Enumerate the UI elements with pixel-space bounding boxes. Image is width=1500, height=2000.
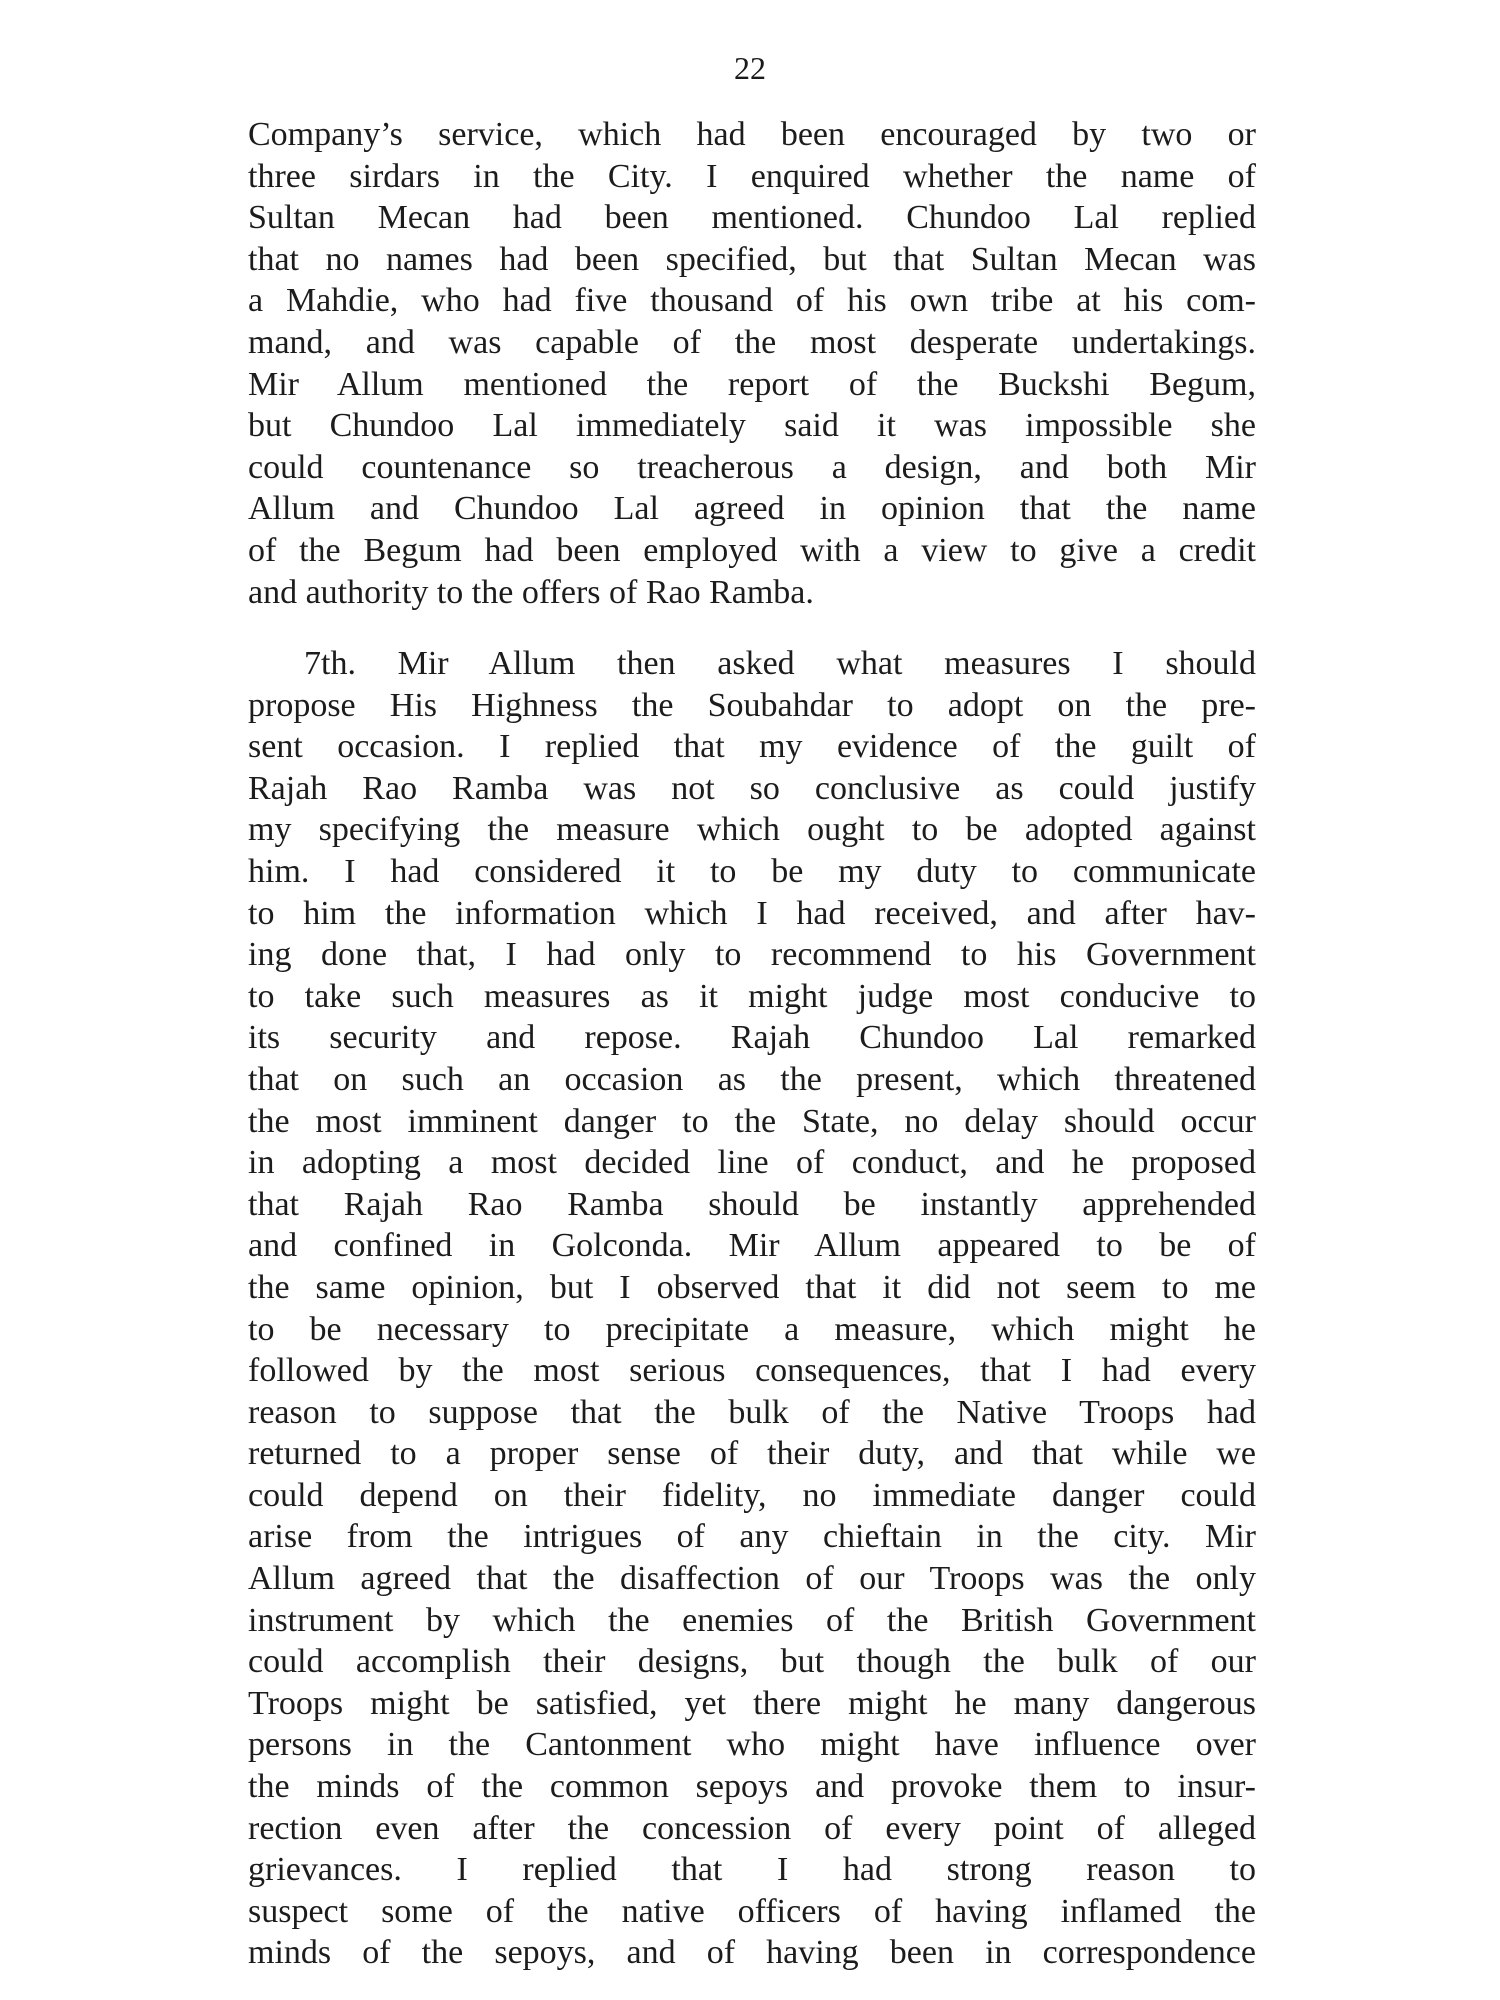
- text-line: Company’s service, which had been encouraged by two or: [248, 116, 1256, 153]
- text-line: in adopting a most decided line of conduct, and he proposed: [248, 1144, 1256, 1182]
- text-line: and confined in Golconda. Mir Allum appeared to be of: [248, 1227, 1256, 1265]
- text-line: that on such an occasion as the present, which threatened: [248, 1060, 1256, 1098]
- text-line: minds of the sepoys, and of having been in correspondence: [248, 1934, 1256, 1972]
- text-line: instrument by which the enemies of the British Government: [248, 1601, 1256, 1639]
- text-line: reason to suppose that the bulk of the Native Troops had: [248, 1393, 1256, 1431]
- text-line: rection even after the concession of every point of alleged: [248, 1809, 1256, 1847]
- text-line: Rajah Rao Ramba was not so conclusive as could justify: [248, 769, 1256, 807]
- text-line: three sirdars in the City. I enquired whether the name of: [248, 157, 1256, 195]
- page-number: 22: [734, 50, 766, 86]
- text-line: Allum and Chundoo Lal agreed in opinion that the name: [248, 490, 1256, 528]
- text-line: the most imminent danger to the State, no delay should occur: [248, 1102, 1256, 1140]
- paragraph-2: [248, 643, 1256, 1974]
- text-line: to take such measures as it might judge most conducive to: [248, 977, 1256, 1015]
- text-line: could accomplish their designs, but though the bulk of our: [248, 1643, 1256, 1681]
- text-line: the same opinion, but I observed that it did not seem to me: [248, 1268, 1256, 1306]
- text-line: persons in the Cantonment who might have influence over: [248, 1726, 1256, 1764]
- text-line: Allum agreed that the disaffection of our Troops was the only: [248, 1560, 1256, 1598]
- text-line: its security and repose. Rajah Chundoo Lal remarked: [248, 1019, 1256, 1057]
- text-line: my specifying the measure which ought to be adopted against: [248, 811, 1256, 849]
- text-line: to him the information which I had received, and after hav-: [248, 894, 1256, 932]
- text-line: him. I had considered it to be my duty to communicate: [248, 852, 1256, 890]
- text-line: could depend on their fidelity, no immediate danger could: [248, 1476, 1256, 1514]
- text-line: to be necessary to precipitate a measure, which might he: [248, 1310, 1256, 1348]
- text-line: propose His Highness the Soubahdar to adopt on the pre-: [248, 686, 1256, 724]
- text-line: mand, and was capable of the most desperate undertakings.: [248, 323, 1256, 361]
- text-line: returned to a proper sense of their duty, and that while we: [248, 1435, 1256, 1473]
- text-line: arise from the intrigues of any chieftain in the city. Mir: [248, 1518, 1256, 1556]
- text-line: that no names had been specified, but that Sultan Mecan was: [248, 240, 1256, 278]
- text-line: grievances. I replied that I had strong reason to: [248, 1851, 1256, 1889]
- text-line: Mir Allum mentioned the report of the Buckshi Begum,: [248, 365, 1256, 403]
- text-line: a Mahdie, who had five thousand of his own tribe at his com-: [248, 282, 1256, 320]
- text-line: could countenance so treacherous a design, and both Mir: [248, 448, 1256, 486]
- text-line: but Chundoo Lal immediately said it was impossible she: [248, 407, 1256, 445]
- text-line: followed by the most serious consequences, that I had every: [248, 1352, 1256, 1390]
- text-line: Troops might be satisfied, yet there might he many dangerous: [248, 1684, 1256, 1722]
- text-line: Sultan Mecan had been mentioned. Chundoo Lal replied: [248, 199, 1256, 237]
- paragraph-1: [248, 114, 1256, 613]
- text-line: sent occasion. I replied that my evidence of the guilt of: [248, 728, 1256, 766]
- text-line: suspect some of the native officers of having inflamed the: [248, 1892, 1256, 1930]
- text-line: the minds of the common sepoys and provoke them to insur-: [248, 1768, 1256, 1806]
- text-line: of the Begum had been employed with a view to give a credit: [248, 531, 1256, 569]
- text-line: 7th. Mir Allum then asked what measures I should: [304, 645, 1256, 682]
- text-line: that Rajah Rao Ramba should be instantly apprehended: [248, 1185, 1256, 1223]
- text-line: and authority to the offers of Rao Ramba.: [248, 573, 814, 611]
- text-line: ing done that, I had only to recommend to his Government: [248, 936, 1256, 974]
